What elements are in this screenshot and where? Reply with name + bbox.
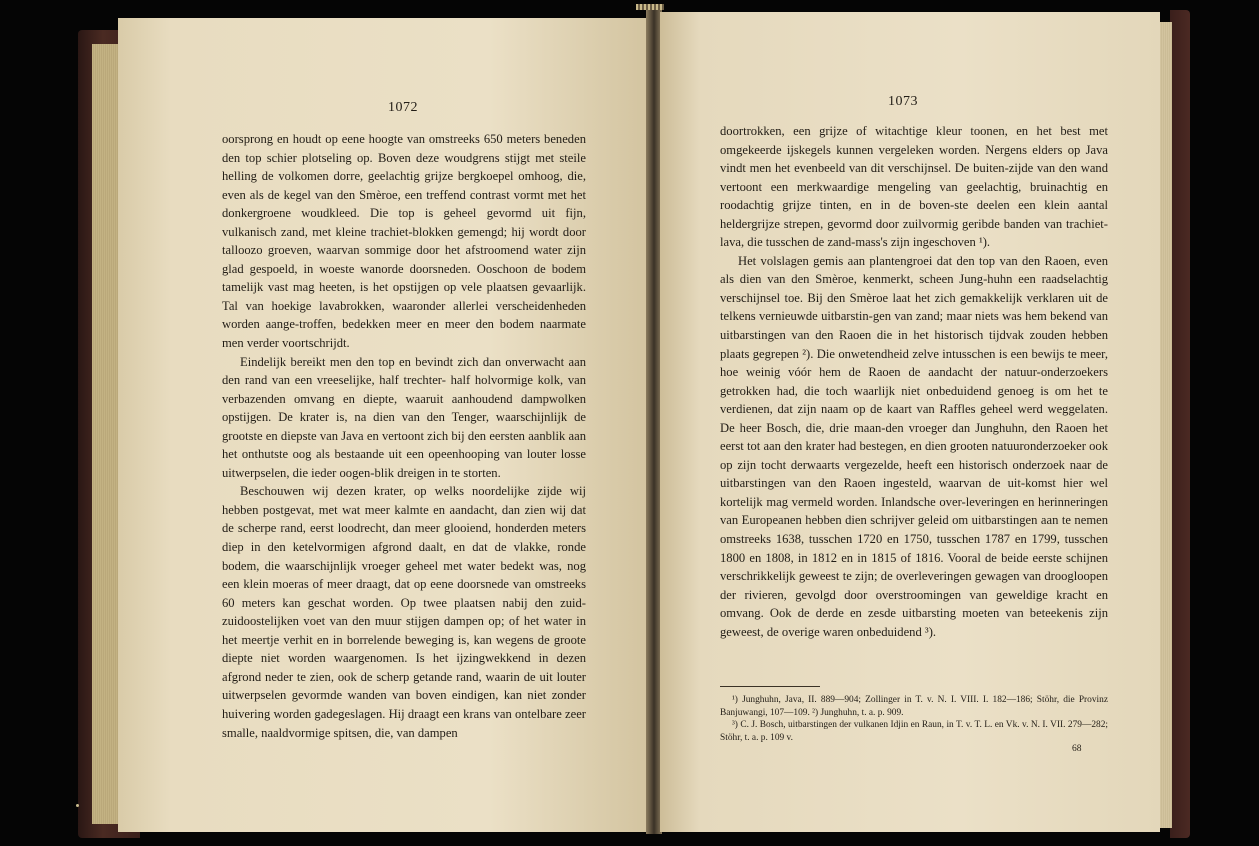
paragraph: Het volslagen gemis aan plantengroei dat den top van den Raoen, even als dien van den Smèroe, kenmerkt, scheen Jung-huhn een raadselachtig verschijnsel toe. Bij den Smèroe laat het zich gemakkelijk verklaren uit de telkens vernieuwde uitbarstin-gen van zand; maar niets was hem bekend van uitbarstingen van den Raoen die in het historisch tijdvak zouden hebben plaats gegrepen ²). Die onwetendheid zelve intusschen is een bewijs te meer, hoe weinig vóór hem de Raoen de aandacht der natuur-onderzoekers getrokken had, die toch waarlijk niet onbeduidend genoeg is om het te verdienen, dat zijn naam op de kaart van Raffles geheel werd weggelaten. De heer Bosch, die, drie maan-den vroeger dan Junghuhn, den Raoen het eerst tot aan den krater had bestegen, en dien grooten natuuronderzoeker ook op zijn tocht derwaarts vergezelde, heeft een historisch onderzoek naar de uitbarstingen van den Raoen ingesteld, waarvan de uit-komst hier wel kortelijk mag vermeld worden. Inlandsche over-leveringen en herinneringen van Europeanen hebben dien schrijver geleid om uitbarstingen aan te nemen omstreeks 1638, tusschen 1720 en 1750, tusschen 1787 en 1799, tusschen 1800 en 1808, in 1812 en in 1815 of 1816. Vooral de beide eerste schijnen verschrikkelijk geweest te zijn; de overleveringen gewagen van droogloopen der rivieren, gevolgd door overstroomingen van geweldige kracht en omvang. Ook de derde en zesde uitbarsting moeten van beteekenis zijn geweest, de overige waren onbeduidend ³). bbox=[720, 253, 1108, 639]
paragraph: doortrokken, een grijze of witachtige kleur toonen, en het best met omgekeerde ijskegels kunnen vergeleken worden. Nergens elders op Java vindt men het evenbeeld van dit verschijnsel. De buiten-zijde van den wand vertoont een merkwaardige mengeling van geelachtig, bruinachtig en roodachtig grijze tinten, en in de boven-ste deelen een klein aantal heldergrijze strepen, gevormd door zuilvormig geribde banden van trachiet-lava, die tusschen de zand-mass's zijn ingeschoven ¹). bbox=[720, 124, 1108, 250]
footnote: ¹) Junghuhn, Java, II. 889—904; Zollinger in T. v. N. I. VIII. I. 182—186; Stöhr, die Provinz Banjuwangi, 107—109. ²) Junghuhn, t. a. p. 909. bbox=[720, 695, 1108, 718]
footnotes bbox=[720, 694, 1108, 744]
paragraph: Beschouwen wij dezen krater, op welks noordelijke zijde wij hebben postgevat, met wat meer kalmte en aandacht, dan zien wij dat de scherpe rand, eerst loodrecht, dan meer glooiend, honderden meters diep in den ketelvormigen afgrond daalt, en dat de vlakke, ronde bodem, die waarschijnlijk vroeger geheel met water bedekt was, nog een klein moeras of meer draagt, dat op eene doorsnede van omstreeks 60 meters kan geschat worden. Op twee plaatsen nabij den zuid-zuidoostelijken voet van den muur stijgen dampen op; of het water in het meertje verhit en in borrelende beweging is, kan wegens de groote diepte niet worden waargenomen. Is het ijzingwekkend in dezen afgrond neder te zien, ook de scherp getande rand, waarin de uit louter uitwerpselen gevormde wanden van boven eindigen, kan niet zonder huivering worden gadegeslagen. Hij draagt een krans van ontelbare zeer smalle, naaldvormige spitsen, die, van dampen bbox=[222, 484, 586, 740]
footnote-rule bbox=[720, 686, 820, 687]
left-page-body bbox=[222, 130, 586, 742]
book-headband bbox=[636, 4, 664, 10]
right-page-body bbox=[720, 122, 1108, 641]
left-page bbox=[118, 18, 648, 832]
page-number-right: 1073 bbox=[888, 94, 918, 109]
paragraph: oorsprong en houdt op eene hoogte van omstreeks 650 meters beneden den top schier plotseling op. Boven deze woudgrens stijgt met steile helling de volkomen dorre, geelachtig grijze bergkoepel omhoog, die, even als de kegel van den Smèroe, een treffend contrast vormt met het donkergroene woudkleed. Die top is geheel gevormd uit fijn, vulkanisch zand, met kleine trachiet-blokken gemengd; hij wordt door talloozo groeven, waarvan sommige door het afstroomend water zijn glad gespoeld, in woeste wanorde doorsneden. Ooschoon de bodem tamelijk vast mag heeten, is het opstijgen op vele plaatsen gevaarlijk. Tal van hoekige lavabrokken, waaronder allerlei verscheidenheden worden aange-troffen, bedekken meer en meer den bodem naarmate men verder voortschrijdt. bbox=[222, 132, 586, 351]
paragraph: Eindelijk bereikt men den top en bevindt zich dan onverwacht aan den rand van een vreeselijke, half trechter- half holvormige kolk, van verbazenden omvang en diepte, waaruit aanhoudend dampwolken opstijgen. De krater is, na dien van den Tenger, waarschijnlijk de grootste en diepste van Java en vertoont zich bij den eersten aanblik aan het onthutste oog als bestaande uit een opeenhooping van louter losse uitwerpselen, die ieder oogen-blik dreigen in te storten. bbox=[222, 354, 586, 480]
signature-mark: 68 bbox=[1072, 744, 1082, 754]
page-edges-right bbox=[1158, 22, 1172, 828]
page-number-left: 1072 bbox=[388, 100, 418, 115]
book-cover-right bbox=[1170, 10, 1190, 838]
dust-speck bbox=[76, 804, 79, 807]
right-page bbox=[660, 12, 1160, 832]
footnote: ³) C. J. Bosch, uitbarstingen der vulkanen Idjin en Raun, in T. v. T. L. en Vk. v. N. I. VII. 279—282; Stöhr, t. a. p. 109 v. bbox=[720, 720, 1108, 743]
